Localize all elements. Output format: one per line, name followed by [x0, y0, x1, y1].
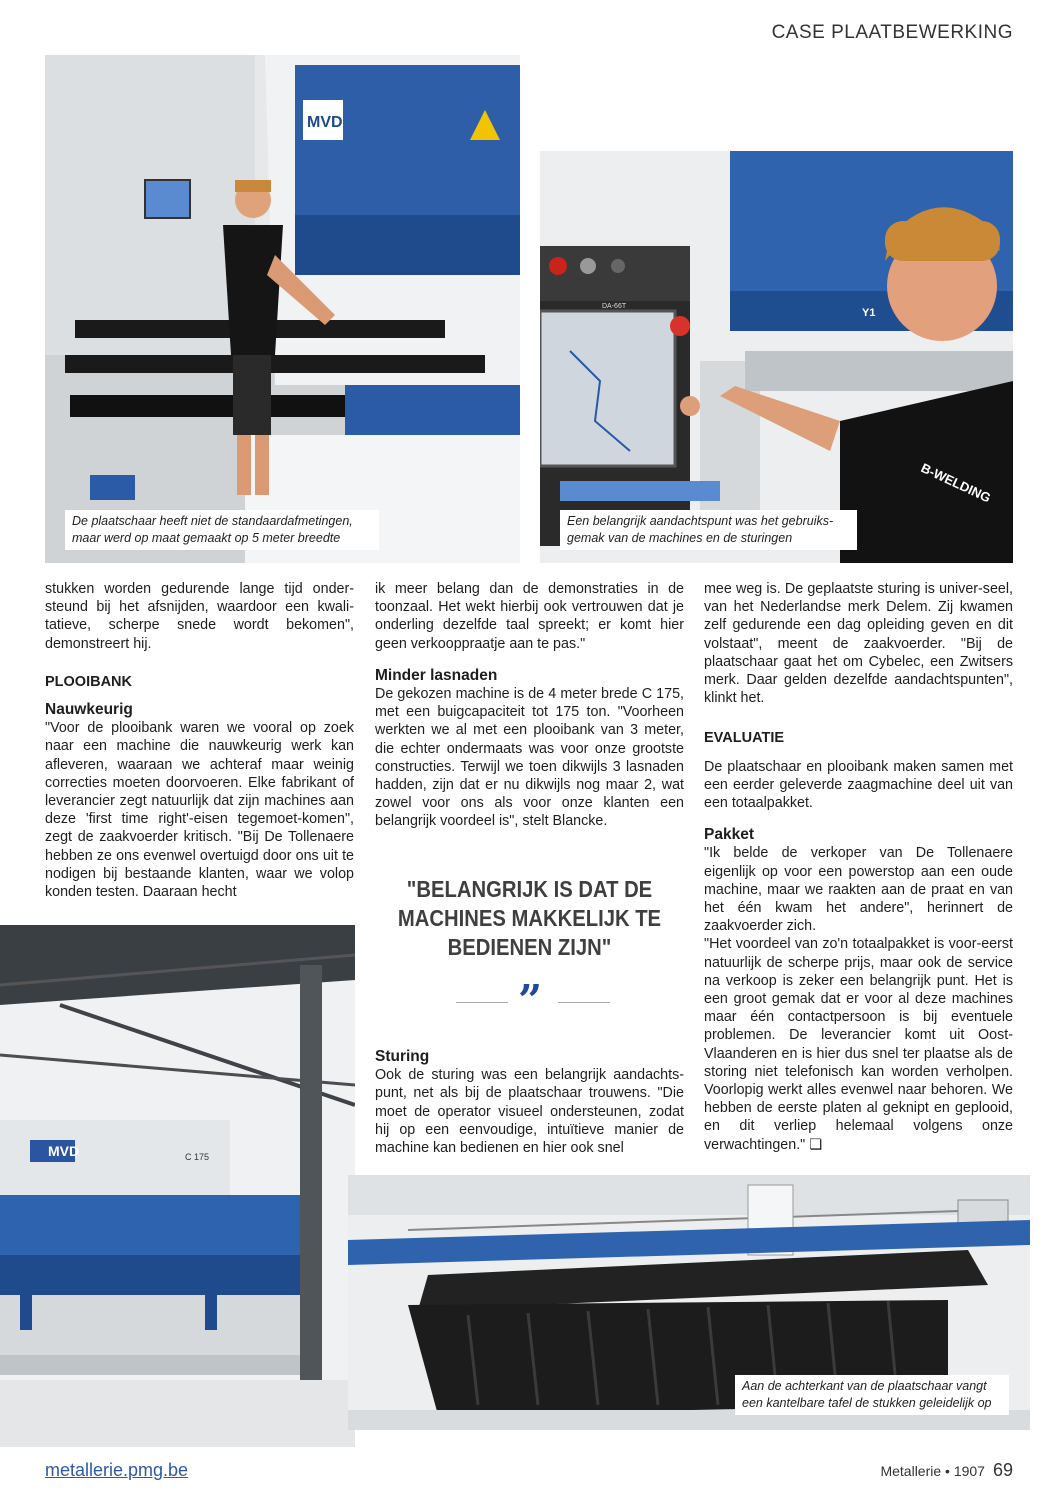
paragraph: "Voor de plooibank waren we vooral op zoek naar een machine die nauwkeurig werk kan afleveren, waaraan we achteraf maar weinig correcties moeten doorvoeren. Elke fabrikant of leverancier zegt natuurlijk dat zijn machines aan deze 'first time right'-eisen tegemoet-komen", zegt de zaakvoerder kritisch. "Bij De Tollenaere hebben ze ons evenwel overtuigd door ons uit te nodigen bij bestaande klanten, waar we volop konden testen. Daaraan hecht: [45, 720, 354, 901]
caption-line: een kantelbare tafel de stukken geleidelijk op: [742, 1396, 992, 1410]
end-mark-icon: ❏: [809, 1136, 823, 1153]
article-column-3: [704, 580, 1013, 1154]
panel-text: DA-66T: [602, 303, 627, 310]
model-text: C 175: [185, 1152, 210, 1162]
quote-divider-left: [456, 1002, 508, 1003]
heading-plooibank: PLOOIBANK: [45, 673, 132, 690]
pull-quote: [375, 875, 684, 1040]
paragraph: [704, 935, 1013, 1153]
heading-evaluatie: EVALUATIE: [704, 730, 785, 747]
paragraph: mee weg is. De geplaatste sturing is univer-seel, van het Nederlandse merk Delem. Zij kwamen zelf gedurende een dag opleiding geven en dit volstaat", meent de zaakvoerder. "Bij de plaatschaar gaat het om Cybelec, een Zwitsers merk. Daar gelden dezelfde aandachtspunten", klinkt het.: [704, 581, 1013, 707]
subheading-pakket: Pakket: [704, 826, 754, 844]
quote-line: "BELANGRIJK IS DAT DE: [406, 876, 653, 902]
brand-text: MVD: [307, 114, 343, 131]
photo-shear-operator: [45, 55, 520, 563]
article-column-1: [45, 580, 354, 901]
paragraph: "Ik belde de verkoper van De Tollenaere eigenlijk op voor een powerstop aan een oude machine, maar we raakten aan de praat en van het één kwam het andere", herinnert de zaakvoerder zich.: [704, 845, 1013, 935]
paragraph: De gekozen machine is de 4 meter brede C 175, met een buigcapaciteit tot 175 ton. "Voorheen werkten we al met een plooibank van 3 meter, die echter ondermaats was voor onze grootste constructies. Terwijl we toen dikwijls 3 lasnaden hadden, zijn dat er nu dikwijls nog maar 2, wat zowel voor ons als voor onze klanten een belangrijk voordeel is", stelt Blancke.: [375, 686, 684, 830]
control-panel-illustration: [540, 151, 1013, 563]
article-column-2-sturing: [375, 1048, 684, 1157]
photo-caption-bottom-right: [735, 1375, 1009, 1415]
magazine-issue: Metallerie • 1907: [880, 1463, 985, 1479]
footer-publication: [880, 1460, 1013, 1481]
quote-line: MACHINES MAKKELIJK TE: [397, 905, 662, 931]
paragraph: stukken worden gedurende lange tijd onder-steund bij het afsnijden, waardoor een kwali-tatieve, scherpe snede wordt bekomen", demonstreert hij.: [45, 581, 354, 652]
caption-line: Aan de achterkant van de plaatschaar vangt: [742, 1379, 987, 1393]
photo-press-brake: [0, 925, 355, 1447]
paragraph: De plaatschaar en plooibank maken samen met een eerder geleverde zaagmachine deel uit van een totaalpakket.: [704, 758, 1013, 812]
paragraph: Ook de sturing was een belangrijk aandachts-punt, net als bij de plaatschaar trouwens. "Die moet de operator visueel ondersteunen, zodat hij op een eenvoudige, intuïtieve manier de machine kan bedienen en hier ook snel: [375, 1067, 684, 1157]
caption-line: De plaatschaar heeft niet de standaardafmetingen,: [72, 514, 353, 528]
subheading-minder-lasnaden: Minder lasnaden: [375, 666, 498, 684]
photo-control-panel: [540, 151, 1013, 563]
photo-tilting-table: [348, 1175, 1030, 1430]
page-number: 69: [992, 1460, 1013, 1480]
article-column-2: [375, 580, 684, 831]
quote-mark-icon: ”: [518, 976, 543, 1025]
photo-caption-top-left: [65, 510, 379, 550]
press-brake-illustration: [0, 925, 355, 1447]
photo-caption-top-right: [560, 510, 857, 550]
caption-line: gemak van de machines en de sturingen: [567, 531, 793, 545]
caption-line: Een belangrijk aandachtspunt was het gebruiks-: [567, 514, 834, 528]
pull-quote-text: [394, 875, 666, 962]
subheading-nauwkeurig: Nauwkeurig: [45, 701, 133, 719]
footer-website-link[interactable]: metallerie.pmg.be: [45, 1460, 189, 1480]
y1-label: Y1: [862, 307, 876, 319]
quote-divider-right: [558, 1002, 610, 1003]
section-label: CASE PLAATBEWERKING: [771, 22, 1013, 43]
paragraph-text: "Het voordeel van zo'n totaalpakket is voor-eerst natuurlijk de scherpe prijs, maar ook de service na verkoop is zeker een belangrijk punt. Het is een groot gemak dat er voor al deze machines maar één contactpersoon is bij eventuele problemen. De leverancier komt uit Oost-Vlaanderen en is hier dus snel ter plaatse als de storing niet telefonisch kan worden verholpen. Voorlopig werkt alles evenwel naar behoren. We hebben de eerste platen al geknipt en geplooid, en dit verliep helemaal volgens onze verwachtingen.": [704, 936, 1013, 1153]
subheading-sturing: Sturing: [375, 1048, 430, 1065]
quote-line: BEDIENEN ZIJN": [447, 934, 612, 960]
press-brand-text: MVD: [48, 1143, 80, 1159]
shirt-text: B-WELDING: [918, 460, 994, 506]
shear-illustration: [45, 55, 520, 563]
caption-line: maar werd op maat gemaakt op 5 meter breedte: [72, 531, 341, 545]
paragraph: ik meer belang dan de demonstraties in de toonzaal. Het wekt hierbij ook vertrouwen dat je onderling dezelfde taal spreekt; er komt hier geen verkooppraatje aan te pas.": [375, 581, 684, 652]
